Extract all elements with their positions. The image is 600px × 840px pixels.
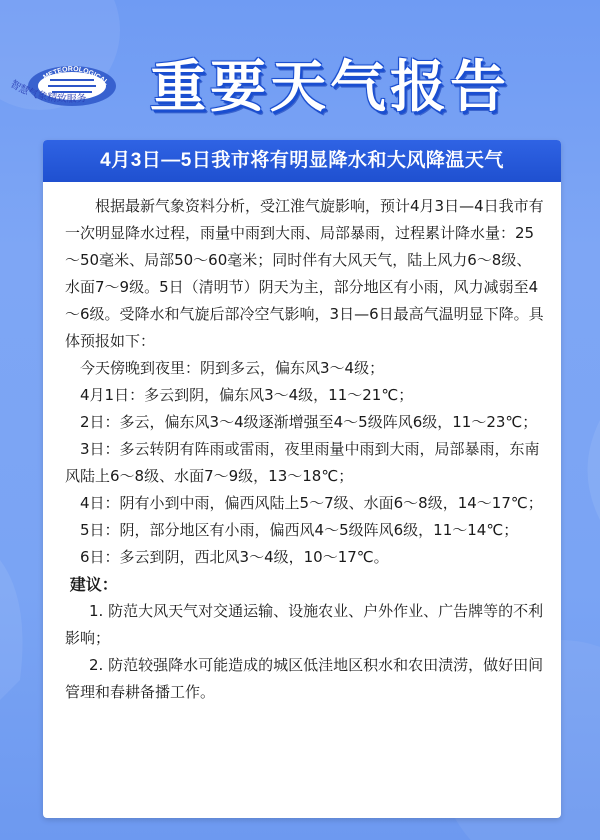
svg-text:智慧气象精致服务 bbox=[8, 78, 87, 105]
suggestion-item: 2. 防范较强降水可能造成的城区低洼地区积水和农田渍涝，做好田间管理和春耕备播工作。 bbox=[65, 656, 544, 701]
logo-sub-text: 智慧气象精致服务 bbox=[8, 78, 87, 105]
page-title: 重要天气报告 bbox=[150, 54, 510, 120]
intro-paragraph: 根据最新气象资料分析，受江淮气旋影响，预计4月3日—4日我市有一次明显降水过程，雨量中雨到大雨、局部暴雨，过程累计降水量：25～50毫米、局部50～60毫米；同时伴有大风天气，陆上风力6～8级、水面7～9级。5日（清明节）阴天为主，部分地区有小雨，风力减弱至4～6级。受降水和气旋后部冷空气影响，3日—6日最高气温明显下降。具体预报如下： bbox=[65, 197, 544, 350]
forecast-item: 3日：多云转阴有阵雨或雷雨，夜里雨量中雨到大雨，局部暴雨，东南风陆上6～8级、水面7～9级，13～18℃； bbox=[65, 440, 540, 485]
suggestion-heading: 建议： bbox=[69, 575, 118, 594]
forecast-item: 6日：多云到阴，西北风3～4级，10～17℃。 bbox=[80, 548, 389, 566]
forecast-item: 2日：多云，偏东风3～4级逐渐增强至4～5级阵风6级，11～23℃； bbox=[80, 413, 538, 431]
forecast-item: 4日：阴有小到中雨，偏西风陆上5～7级、水面6～8级，14～17℃； bbox=[80, 494, 543, 512]
forecast-item: 5日：阴，部分地区有小雨，偏西风4～5级阵风6级，11～14℃； bbox=[80, 521, 519, 539]
logo-subtitle bbox=[4, 78, 124, 118]
suggestion-item: 1. 防范大风天气对交通运输、设施农业、户外作业、广告牌等的不利影响； bbox=[65, 602, 544, 647]
logo-arc-text: METEOROLOGICAL bbox=[42, 65, 110, 87]
forecast-item: 4月1日：多云到阴，偏东风3～4级，11～21℃； bbox=[80, 386, 414, 404]
forecast-item: 今天傍晚到夜里：阴到多云，偏东风3～4级； bbox=[80, 359, 385, 377]
report-card bbox=[43, 140, 561, 818]
report-content bbox=[43, 185, 561, 706]
headline: 4月3日—5日我市将有明显降水和大风降温天气 bbox=[43, 140, 561, 185]
